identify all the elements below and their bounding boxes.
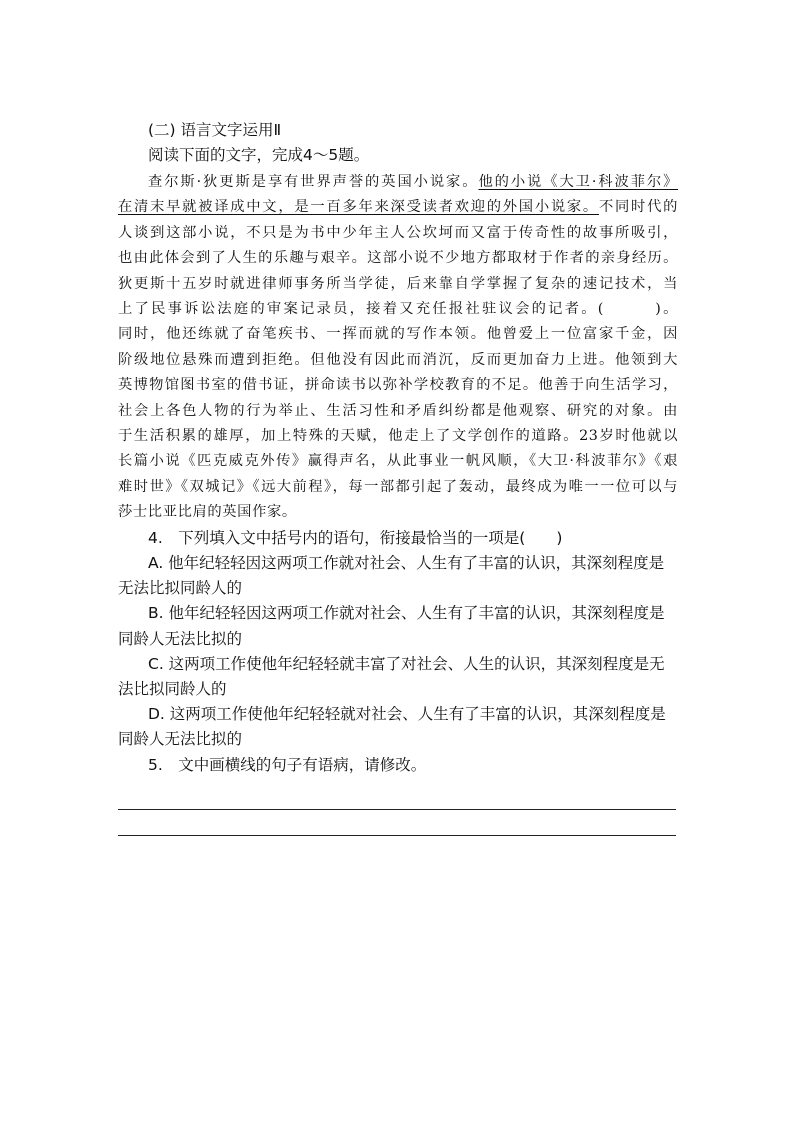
option-c[interactable]: C. 这两项工作使他年纪轻轻就丰富了对社会、人生的认识，其深刻程度是无 — [148, 654, 665, 673]
passage-line: 狄更斯十五岁时就进律师事务所当学徒，后来靠自学掌握了复杂的速记技术，当 — [118, 275, 678, 292]
passage-line: 难时世》《双城记》《远大前程》，每一部都引起了轰动，最终成为唯一一位可以与 — [118, 478, 678, 495]
passage-line: 在清末早就被译成中文，是一百多年来深受读者欢迎的外国小说家。不同时代的 — [118, 199, 679, 216]
passage-line: 于生活积累的雄厚，加上特殊的天赋，他走上了文学创作的道路。23岁时他就以 — [118, 428, 678, 445]
underlined-sentence-part-2: 在清末早就被译成中文，是一百多年来深受读者欢迎的外国小说家。 — [118, 199, 599, 216]
question-5 — [118, 753, 678, 778]
question-4 — [118, 526, 678, 753]
passage-line: 人谈到这部小说，不只是为书中少年主人公坎坷而又富于传奇性的故事所吸引， — [118, 224, 678, 241]
section-instruction: 阅读下面的文字，完成4～5题。 — [148, 146, 370, 164]
option-d[interactable]: D. 这两项工作使他年纪轻轻就对社会、人生有了丰富的认识，其深刻程度是 — [148, 705, 666, 724]
underlined-sentence-part-1: 他的小说《大卫·科波菲尔》 — [478, 174, 678, 190]
option-b[interactable]: B. 他年纪轻轻因这两项工作就对社会、人生有了丰富的认识，其深刻程度是 — [148, 604, 665, 623]
option-c-continued: 法比拟同龄人的 — [118, 679, 227, 698]
passage-line: 英博物馆图书室的借书证，拼命读书以弥补学校教育的不足。他善于向生活学习， — [118, 377, 678, 394]
passage-line: 查尔斯·狄更斯是享有世界声誉的英国小说家。他的小说《大卫·科波菲尔》 — [148, 174, 678, 190]
question-5-stem: 5. 文中画横线的句子有语病，请修改。 — [148, 755, 427, 774]
passage-line: 莎士比亚比肩的英国作家。 — [118, 504, 297, 521]
section-title: (二) 语言文字运用Ⅱ — [148, 121, 282, 139]
passage-line: 也由此体会到了人生的乐趣与艰辛。这部小说不少地方都取材于作者的亲身经历。 — [118, 250, 678, 267]
question-4-stem: 4. 下列填入文中括号内的语句，衔接最恰当的一项是( ) — [148, 528, 563, 547]
option-a-continued: 无法比拟同龄人的 — [118, 579, 243, 598]
answer-line[interactable] — [118, 810, 676, 836]
passage-line: 阶级地位悬殊而遭到拒绝。但他没有因此而消沉，反而更加奋力上进。他领到大 — [118, 351, 678, 368]
content-area — [118, 118, 678, 778]
answer-line[interactable] — [118, 784, 676, 810]
reading-passage — [118, 170, 678, 526]
passage-line: 长篇小说《匹克威克外传》赢得声名，从此事业一帆风顺，《大卫·科波菲尔》《艰 — [118, 453, 678, 470]
option-b-continued: 同龄人无法比拟的 — [118, 629, 243, 648]
passage-line: 上了民事诉讼法庭的审案记录员，接着又充任报社驻议会的记者。( )。 — [118, 301, 678, 318]
option-a[interactable]: A. 他年纪轻轻因这两项工作就对社会、人生有了丰富的认识，其深刻程度是 — [148, 553, 665, 572]
passage-line: 社会上各色人物的行为举止、生活习性和矛盾纠纷都是他观察、研究的对象。由 — [118, 402, 678, 419]
answer-area[interactable] — [118, 784, 676, 836]
option-d-continued: 同龄人无法比拟的 — [118, 730, 243, 749]
passage-line: 同时，他还练就了奋笔疾书、一挥而就的写作本领。他曾爱上一位富家千金，因 — [118, 326, 678, 343]
